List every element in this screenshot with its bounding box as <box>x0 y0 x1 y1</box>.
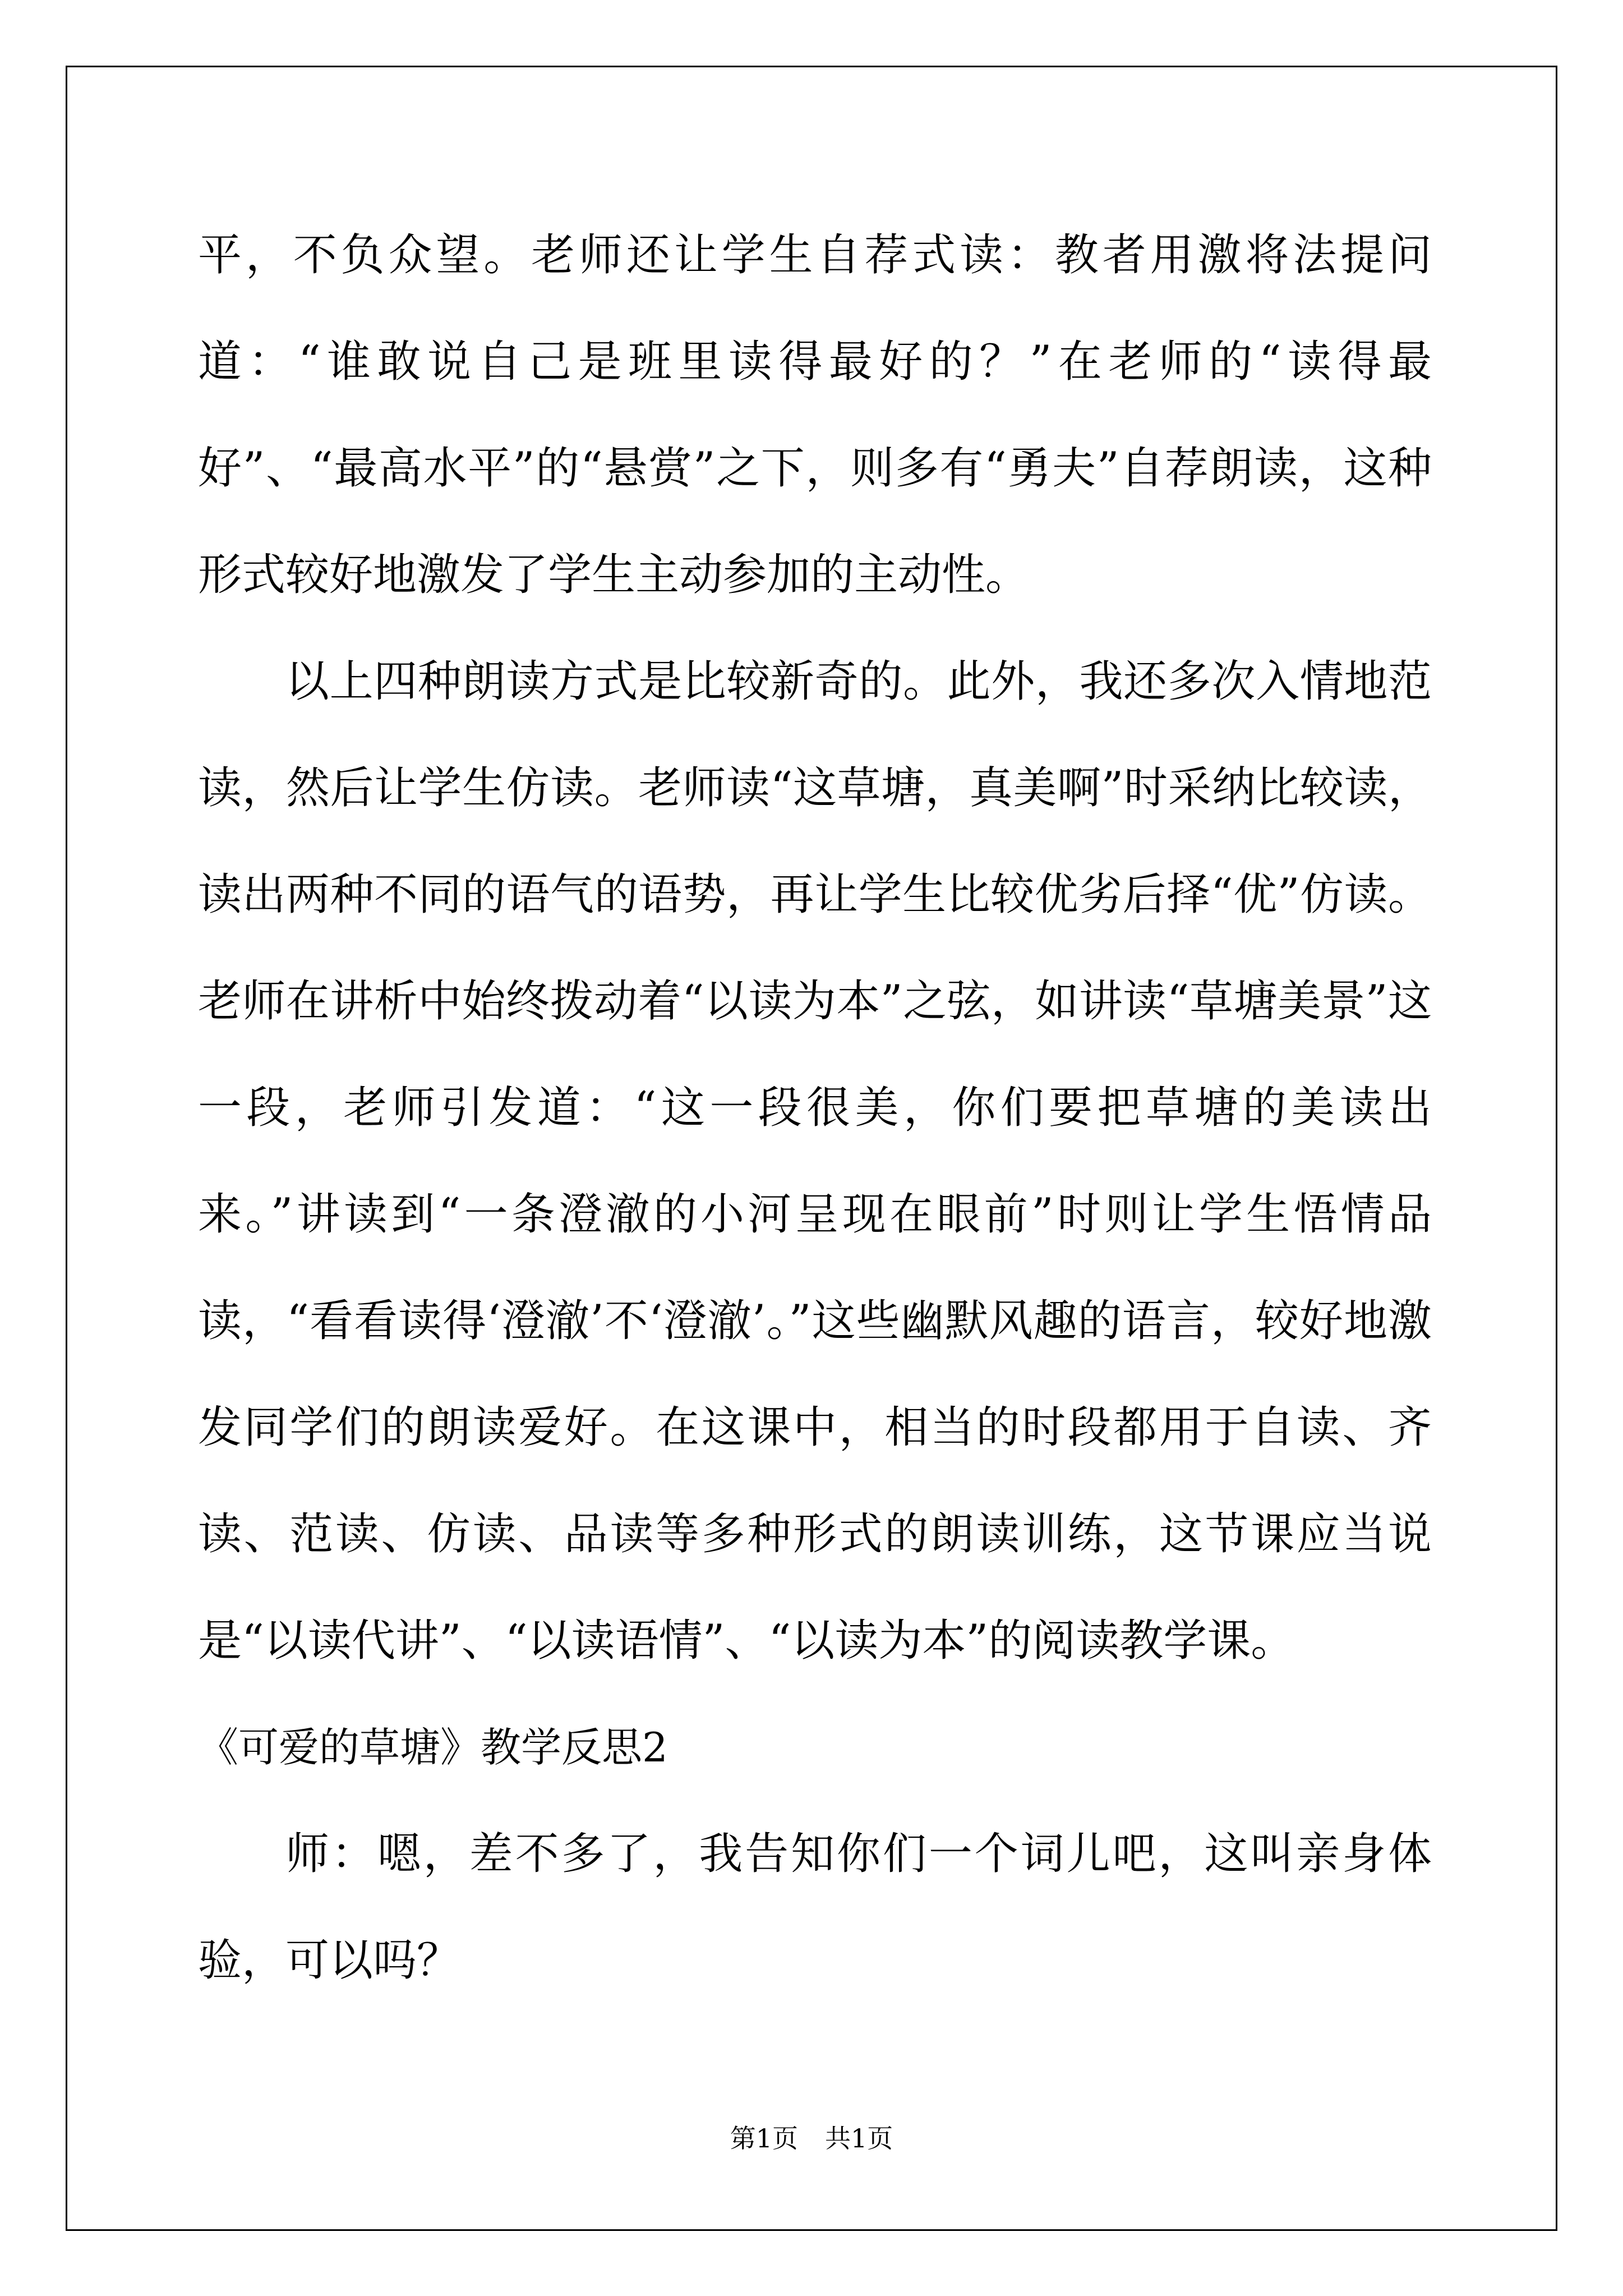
page-footer <box>0 2122 1623 2155</box>
paragraph-2: 以上四种朗读方式是比较新奇的。此外，我还多次入情地范读，然后让学生仿读。老师读“这草塘，真美啊”时采纳比较读，读出两种不同的语气的语势，再让学生比较优劣后择“优”仿读。老师在讲析中始终拨动着“以读为本”之弦，如讲读“草塘美景”这一段，老师引发道：“这一段很美，你们要把草塘的美读出来。”讲读到“一条澄澈的小河呈现在眼前”时则让学生悟情品读，“看看读得‘澄澈’不‘澄澈’。”这些幽默风趣的语言，较好地激发同学们的朗读爱好。在这课中，相当的时段都用于自读、齐读、范读、仿读、品读等多种形式的朗读训练，这节课应当说是“以读代讲”、“以读语情”、“以读为本”的阅读教学课。 <box>198 656 1432 1666</box>
page-total: 共1页 <box>825 2123 893 2154</box>
paragraph-3: 师：嗯，差不多了，我告知你们一个词儿吧，这叫亲身体验，可以吗？ <box>198 1829 1432 1986</box>
document-body <box>198 202 1432 2014</box>
section-title: 《可爱的草塘》教学反思2 <box>198 1724 668 1771</box>
paragraph-1: 平，不负众望。老师还让学生自荐式读：教者用激将法提问道：“谁敢说自己是班里读得最好的？”在老师的“读得最好”、“最高水平”的“悬赏”之下，则多有“勇夫”自荐朗读，这种形式较好地激发了学生主动参加的主动性。 <box>198 230 1432 600</box>
page-number: 第1页 <box>730 2123 798 2154</box>
